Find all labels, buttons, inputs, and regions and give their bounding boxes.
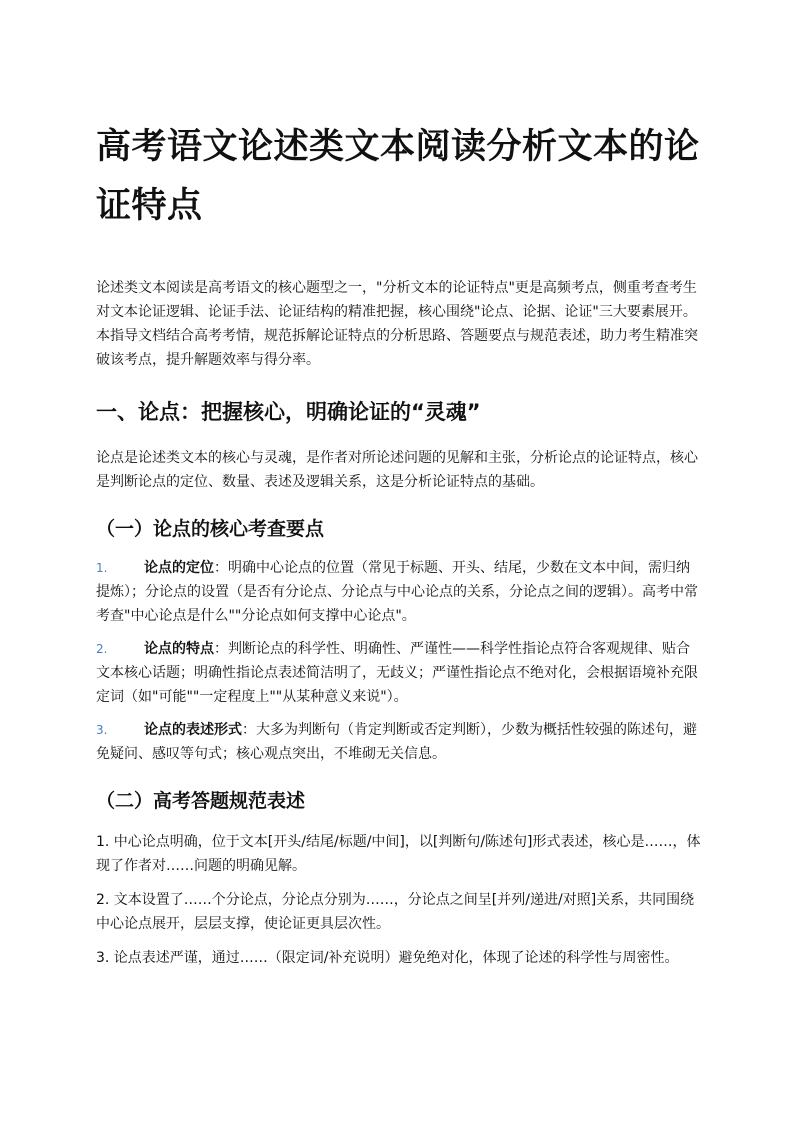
list-item (96, 556, 702, 628)
list-item-lead: 论点的表述形式 (144, 722, 242, 738)
list-number: 1. (96, 561, 108, 575)
document-title: 高考语文论述类文本阅读分析文本的论证特点 (96, 127, 700, 226)
list-item-lead: 论点的特点 (144, 641, 214, 657)
subsection-heading-2: （二）高考答题规范表述 (96, 790, 306, 812)
list-item-text: ：明确中心论点的位置（常见于标题、开头、结尾，少数在文本中间，需归纳提炼）；分论点的设置（是否有分论点、分论点与中心论点的关系，分论点之间的逻辑）。高考中常考查"中心论点是什么""分论点如何支撑中心论点"。 (96, 560, 698, 624)
list-number: 2. (96, 642, 108, 656)
document-page (96, 118, 702, 980)
list-item (96, 637, 702, 709)
list-item: 1. 中心论点明确，位于文本[开头/结尾/标题/中间]，以[判断句/陈述句]形式表述，核心是……，体现了作者对……问题的明确见解。 (96, 834, 701, 874)
list-item-text: ：大多为判断句（肯定判断或否定判断），少数为概括性较强的陈述句，避免疑问、感叹等句式；核心观点突出，不堆砌无关信息。 (96, 722, 697, 762)
list-item: 3. 论点表述严谨，通过……（限定词/补充说明）避免绝对化，体现了论述的科学性与周密性。 (96, 950, 679, 966)
list-item: 2. 文本设置了……个分论点，分论点分别为……，分论点之间呈[并列/递进/对照]关系，共同围绕中心论点展开，层层支撑，使论证更具层次性。 (96, 892, 695, 932)
answer-template-list (96, 830, 702, 970)
list-item (96, 718, 702, 766)
section-paragraph: 论点是论述类文本的核心与灵魂，是作者对所论述问题的见解和主张，分析论点的论证特点，核心是判断论点的定位、数量、表述及逻辑关系，这是分析论证特点的基础。 (96, 450, 698, 490)
list-number: 3. (96, 723, 108, 737)
intro-paragraph: 论述类文本阅读是高考语文的核心题型之一，"分析文本的论证特点"更是高频考点，侧重考查考生对文本论证逻辑、论证手法、论证结构的精准把握，核心围绕"论点、论据、论证"三大要素展开。本指导文档结合高考考情，规范拆解论证特点的分析思路、答题要点与规范表述，助力考生精准突破该考点，提升解题效率与得分率。 (96, 280, 698, 368)
section-heading: 一、论点：把握核心，明确论证的“灵魂” (96, 400, 481, 424)
list-item-text: ：判断论点的科学性、明确性、严谨性——科学性指论点符合客观规律、贴合文本核心话题；明确性指论点表述简洁明了，无歧义；严谨性指论点不绝对化，会根据语境补充限定词（如"可能""一定程度上""从某种意义来说"）。 (96, 641, 698, 705)
subsection-heading-1: （一）论点的核心考查要点 (96, 518, 325, 540)
key-points-list (96, 556, 702, 766)
list-item-lead: 论点的定位 (144, 560, 214, 576)
